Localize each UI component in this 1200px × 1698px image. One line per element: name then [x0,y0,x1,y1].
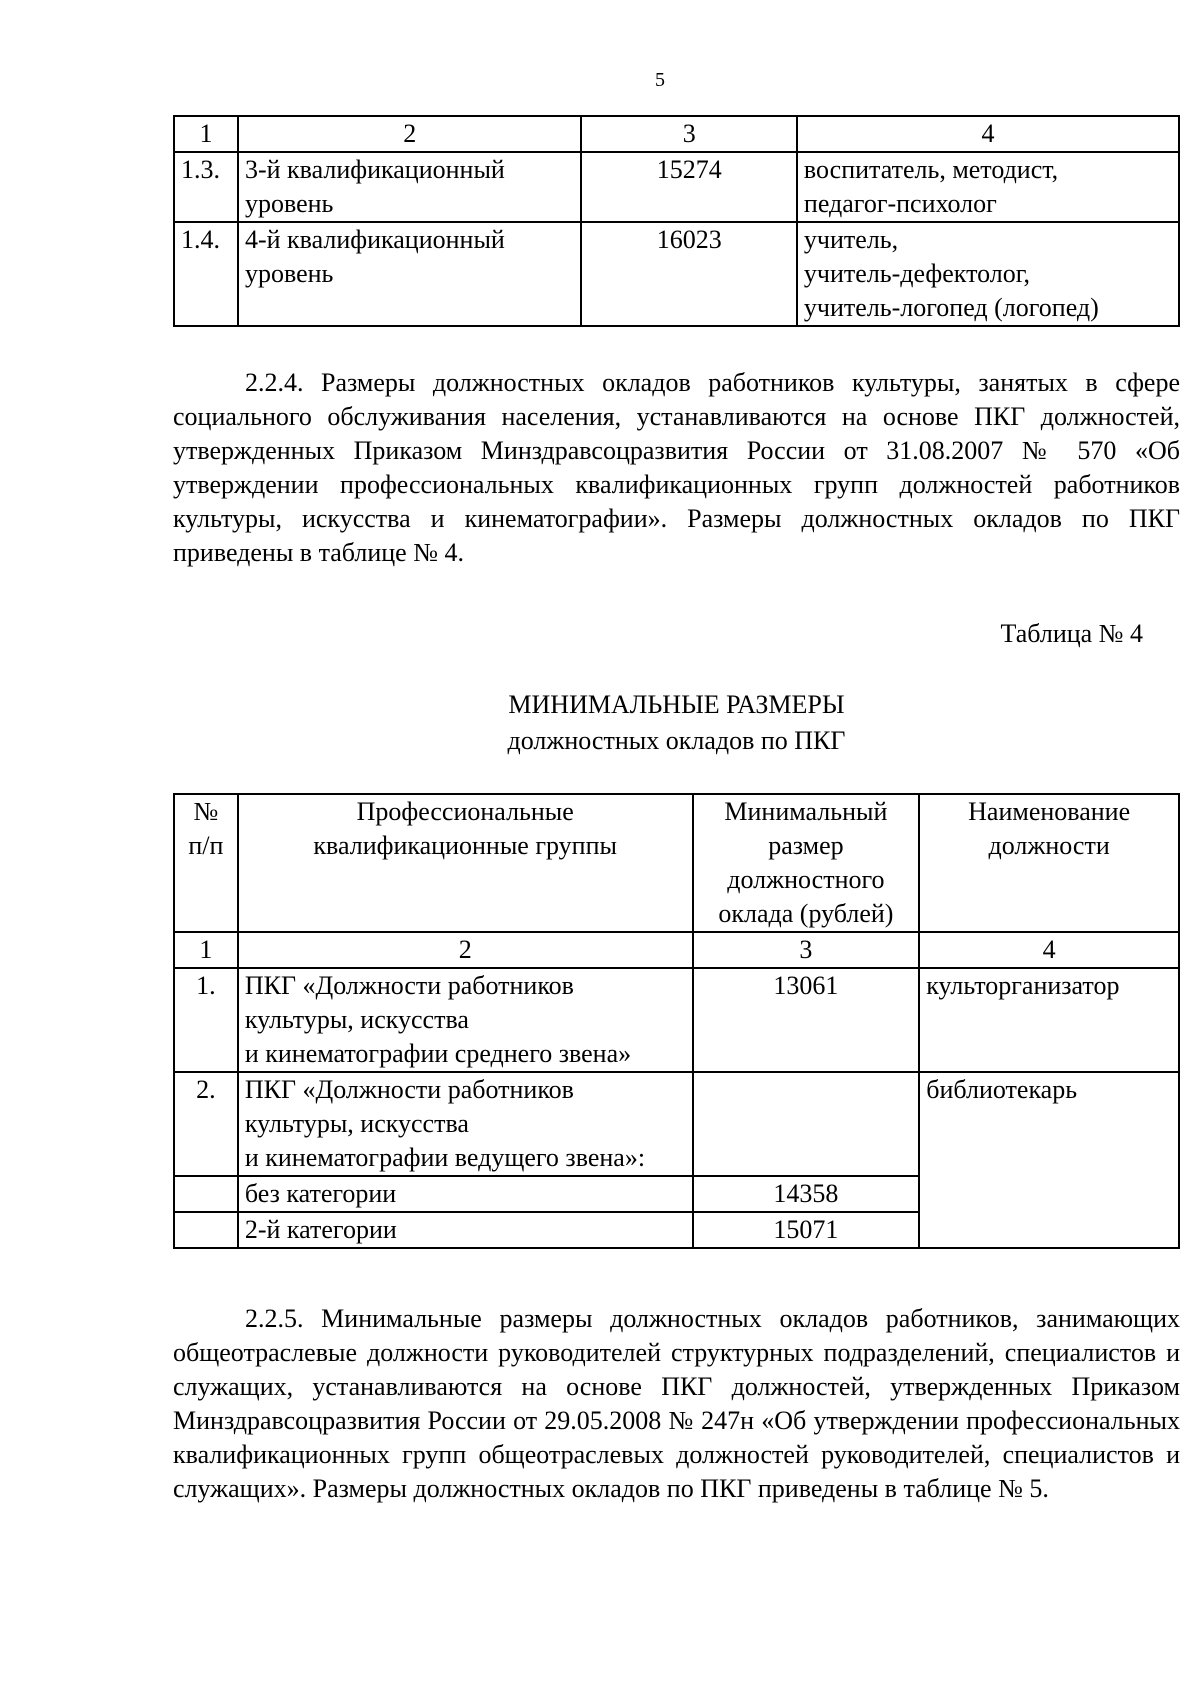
header-line: № [193,797,219,826]
row-number: 1.4. [174,222,238,326]
group-line: культуры, искусства [244,1109,469,1138]
paragraph-2-2-5 [173,1302,1180,1506]
header-line: п/п [188,831,224,860]
table-3-continuation [173,115,1180,327]
positions [797,152,1179,222]
position-line: педагог-психолог [803,189,997,218]
level-line: уровень [244,189,334,218]
position-line: учитель-дефектолог, [803,259,1030,288]
qualification-level [238,152,582,222]
qualification-group [238,1072,693,1176]
salary-value: 16023 [581,222,796,326]
category-name: 2-й категории [238,1212,693,1248]
salary-value: 15071 [693,1212,920,1248]
table-row [174,1072,1179,1176]
salary-value: 13061 [693,968,920,1072]
salary-value: 15274 [581,152,796,222]
position-line: учитель-логопед (логопед) [803,293,1099,322]
group-line: ПКГ «Должности работников [244,971,574,1000]
col-number-1: 1 [174,932,238,968]
header-line: Наименование [968,797,1131,826]
salary-value: 14358 [693,1176,920,1212]
col-number-2: 2 [238,932,693,968]
header-line: должностного [727,865,885,894]
table-row [174,968,1179,1072]
table-row [174,222,1179,326]
group-line: и кинематографии среднего звена» [244,1039,632,1068]
level-line: 4-й квалификационный [244,225,505,254]
col-number-3: 3 [693,932,920,968]
qualification-level [238,222,582,326]
header-line: оклада (рублей) [718,899,894,928]
column-number-row [174,932,1179,968]
position-name: культорганизатор [919,968,1179,1072]
row-number: 2. [174,1072,238,1176]
row-number-empty [174,1176,238,1212]
position-name: библиотекарь [919,1072,1179,1248]
header-line: размер [768,831,844,860]
header-line: должности [988,831,1110,860]
level-line: уровень [244,259,334,288]
col-number-2: 2 [238,116,582,152]
page-number: 5 [655,69,665,91]
header-salary [693,794,920,932]
table-subtitle: должностных окладов по ПКГ [507,726,846,755]
col-number-3: 3 [581,116,796,152]
position-line: воспитатель, методист, [803,155,1059,184]
position-line: учитель, [803,225,899,254]
header-position [919,794,1179,932]
header-line: квалификационные группы [313,831,617,860]
table-header-row [174,116,1179,152]
paragraph-text: 2.2.5. Минимальные размеры должностных окладов работников, занимающих общеотраслевые должности руководителей структурных подразделений, специалистов и служащих, устанавливаются на основе ПКГ должностей, утвержденных Приказом Минздравсоцразвития России от 29.05.2008 № 247н «Об утверждении профессиональных квалификационных групп общеотраслевых должностей руководителей, специалистов и служащих». Размеры должностных окладов по ПКГ приведены в таблице № 5. [173,1304,1180,1503]
group-line: ПКГ «Должности работников [244,1075,574,1104]
header-line: Минимальный [724,797,888,826]
salary-empty [693,1072,920,1176]
header-groups [238,794,693,932]
category-name: без категории [238,1176,693,1212]
paragraph-text: 2.2.4. Размеры должностных окладов работников культуры, занятых в сфере социального обслуживания населения, устанавливаются на основе ПКГ должностей, утвержденных Приказом Минздравсоцразвития России от 31.08.2007 № 570 «Об утверждении профессиональных квалификационных групп должностей работников культуры, искусства и кинематографии». Размеры должностных окладов по ПКГ приведены в таблице № 4. [173,368,1180,567]
col-number-1: 1 [174,116,238,152]
row-number-empty [174,1212,238,1248]
header-number [174,794,238,932]
table-row [174,152,1179,222]
header-line: Профессиональные [356,797,574,826]
row-number: 1. [174,968,238,1072]
positions [797,222,1179,326]
col-number-4: 4 [919,932,1179,968]
paragraph-2-2-4 [173,366,1180,570]
qualification-group [238,968,693,1072]
table-4 [173,793,1180,1249]
row-number: 1.3. [174,152,238,222]
group-line: и кинематографии ведущего звена»: [244,1143,646,1172]
group-line: культуры, искусства [244,1005,469,1034]
table-title: МИНИМАЛЬНЫЕ РАЗМЕРЫ [508,690,845,719]
table-header-row [174,794,1179,932]
table-caption: Таблица № 4 [1000,619,1143,648]
col-number-4: 4 [797,116,1179,152]
level-line: 3-й квалификационный [244,155,505,184]
